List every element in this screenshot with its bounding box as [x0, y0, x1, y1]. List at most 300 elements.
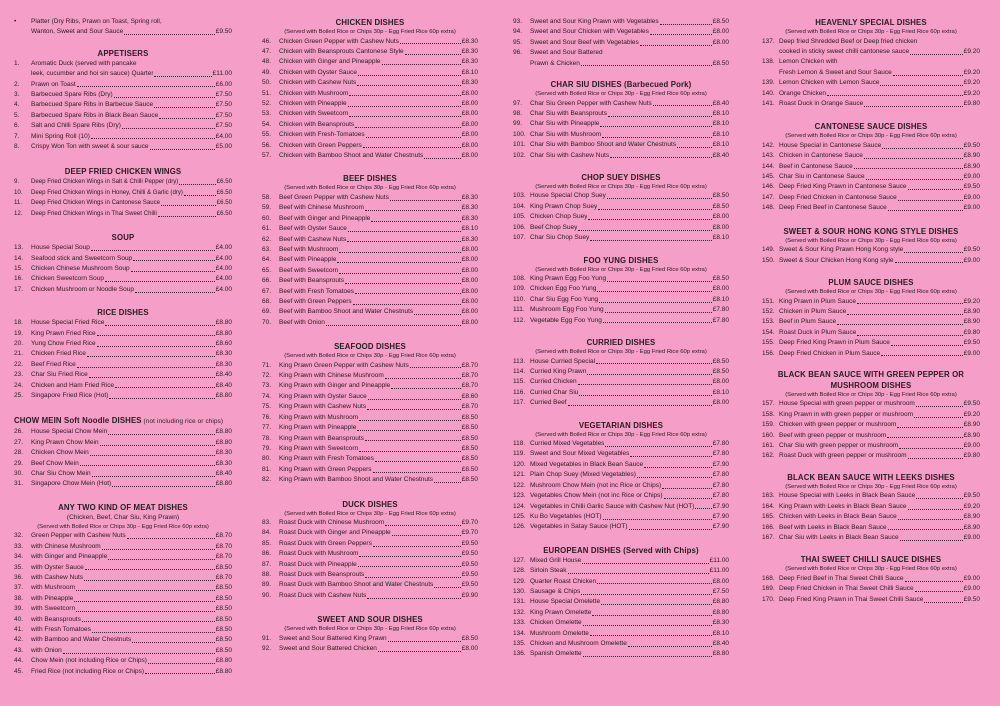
- item-price: £7.80: [712, 492, 729, 500]
- item-number: 61.: [262, 225, 272, 233]
- leader-dots: [597, 577, 712, 585]
- item-price: £8.90: [963, 431, 980, 439]
- item-number: 109.: [513, 285, 526, 293]
- leader-dots: [410, 361, 461, 369]
- item-price: £7.90: [712, 523, 729, 531]
- item-name: Beef in Plum Sauce: [779, 318, 837, 326]
- section-title: [14, 415, 232, 427]
- item-price: £9.20: [963, 502, 980, 510]
- leader-dots: [898, 512, 963, 520]
- item-name: Char Siu with Leeks in Black Bean Sauce: [779, 534, 899, 541]
- item-price: £7.80: [712, 440, 729, 448]
- section-title: [762, 121, 980, 132]
- item-number: 115.: [513, 378, 526, 386]
- item-number: 157.: [762, 400, 775, 408]
- menu-item: [262, 130, 478, 140]
- item-price: £8.00: [461, 318, 478, 326]
- item-price: £8.10: [712, 388, 729, 396]
- section-title-text: CHICKEN DISHES: [335, 18, 405, 27]
- intro-items: [14, 17, 232, 38]
- item-number: 89.: [262, 581, 272, 589]
- item-price: £7.80: [712, 450, 729, 458]
- item-price: £9.20: [963, 47, 980, 55]
- item-name: King Prawn Green Pepper with Cashew Nuts: [279, 361, 409, 369]
- menu-item: [762, 349, 980, 359]
- leader-dots: [628, 639, 712, 647]
- item-price: £8.00: [461, 245, 478, 253]
- item-price: £6.50: [216, 199, 232, 207]
- menu-item: [762, 99, 980, 109]
- leader-dots: [122, 121, 215, 129]
- item-name: King Prawn with Oyster Sauce: [279, 392, 367, 400]
- menu-section: [14, 502, 232, 677]
- item-price: £7.50: [215, 101, 232, 109]
- leader-dots: [592, 608, 711, 616]
- menu-section: [513, 420, 729, 533]
- leader-dots: [100, 438, 215, 446]
- menu-item: [262, 560, 478, 570]
- leader-dots: [568, 398, 712, 406]
- item-name: Crispy Won Ton with sweet & sour sauce: [31, 143, 149, 151]
- item-price: £8.80: [215, 438, 232, 446]
- item-price: £9.50: [963, 400, 980, 408]
- item-name: Chicken with Green Peppers: [279, 141, 362, 149]
- leader-dots: [375, 454, 461, 462]
- leader-dots: [891, 338, 963, 346]
- leader-dots: [854, 162, 963, 170]
- menu-item: [262, 235, 478, 245]
- item-number: 52.: [262, 99, 272, 107]
- item-number: 47.: [262, 47, 272, 55]
- item-number: 100.: [513, 130, 526, 138]
- menu-item: [513, 388, 729, 398]
- item-price: £8.00: [461, 308, 478, 316]
- leader-dots: [434, 475, 461, 483]
- item-price: £7.80: [712, 481, 729, 489]
- item-name: Beef with Beansprouts: [279, 277, 345, 285]
- item-price: £8.50: [461, 434, 478, 442]
- leader-dots: [582, 556, 708, 564]
- menu-item: [762, 57, 980, 67]
- menu-item: [14, 459, 232, 469]
- section-title-text: APPETISERS: [97, 48, 149, 58]
- leader-dots: [63, 646, 215, 654]
- item-name: Ku Bo Vegetables (HOT): [530, 512, 602, 520]
- item-price: £4.00: [215, 264, 232, 272]
- item-number: 91.: [262, 634, 272, 642]
- leader-dots: [108, 427, 214, 435]
- menu-item: [14, 188, 232, 198]
- item-number: 8.: [14, 143, 20, 151]
- menu-item: [762, 162, 980, 172]
- leader-dots: [424, 151, 460, 159]
- leader-dots: [87, 349, 215, 357]
- menu-item: [762, 172, 980, 182]
- item-price: £8.70: [215, 532, 232, 540]
- leader-dots: [603, 316, 712, 324]
- menu-section: [14, 48, 232, 153]
- leader-dots: [365, 203, 461, 211]
- item-number: 82.: [262, 476, 272, 484]
- item-name: cooked in sticky sweet chilli cantonese sauce: [779, 47, 910, 55]
- item-name: Curried Beef: [530, 399, 567, 407]
- leader-dots: [388, 634, 461, 642]
- leader-dots: [895, 256, 963, 264]
- item-price: £8.00: [461, 151, 478, 159]
- menu-item: [513, 512, 729, 522]
- item-price: £5.00: [215, 143, 232, 151]
- menu-item: [762, 68, 980, 78]
- item-number: 158.: [762, 410, 775, 418]
- menu-item: [262, 371, 478, 381]
- item-number: 128.: [513, 567, 526, 575]
- item-name: Beef Chow Mein: [31, 459, 79, 467]
- menu-item: [262, 423, 478, 433]
- item-number: 12.: [14, 209, 23, 217]
- item-name: Sweet and Sour Battered: [530, 49, 603, 57]
- menu-item: [513, 130, 729, 140]
- leader-dots: [355, 120, 461, 128]
- item-price: £8.60: [215, 339, 232, 347]
- item-price: £8.50: [461, 476, 478, 484]
- item-number: 11.: [14, 199, 23, 207]
- menu-item: [14, 583, 232, 593]
- section-title: [762, 472, 980, 483]
- item-price: £8.90: [963, 152, 980, 160]
- item-price: £8.50: [215, 563, 232, 571]
- leader-dots: [596, 357, 712, 365]
- leader-dots: [357, 78, 460, 86]
- item-name: Char Siu Egg Foo Yung: [530, 295, 599, 303]
- leader-dots: [644, 460, 712, 468]
- item-number: 77.: [262, 424, 272, 432]
- leader-dots: [847, 307, 963, 315]
- item-number: 38.: [14, 594, 24, 602]
- section-title-text: PLUM SAUCE DISHES: [828, 278, 914, 287]
- item-name: Chicken Omelette: [530, 619, 582, 627]
- item-price: £9.80: [963, 328, 980, 336]
- leader-dots: [882, 141, 962, 149]
- item-price: £8.50: [712, 357, 729, 365]
- item-price: £6.00: [215, 80, 232, 88]
- menu-item: [762, 151, 980, 161]
- leader-dots: [888, 203, 963, 211]
- menu-item: [14, 615, 232, 625]
- leader-dots: [600, 119, 711, 127]
- item-price: £8.60: [461, 392, 478, 400]
- item-price: £8.00: [712, 285, 729, 293]
- menu-item: [762, 512, 980, 522]
- menu-item: [14, 285, 232, 295]
- menu-section: [14, 415, 232, 489]
- item-number: 13.: [14, 244, 24, 252]
- leader-dots: [347, 235, 461, 243]
- section-title: [513, 172, 729, 183]
- menu-item: [513, 59, 729, 69]
- leader-dots: [74, 594, 214, 602]
- item-price: £8.00: [712, 213, 729, 221]
- item-number: 62.: [262, 235, 272, 243]
- section-note: (Served with Boiled Rice or Chips 30p - Egg Fried Rice 60p extra): [785, 237, 957, 244]
- item-name: Curried Mixed Vegetables: [530, 440, 605, 448]
- menu-item: [14, 531, 232, 541]
- item-name: King Prawn with Fresh Tomatoes: [279, 455, 374, 463]
- menu-item: [513, 502, 729, 512]
- item-price: £6.50: [216, 178, 232, 186]
- menu-item: [14, 391, 232, 401]
- leader-dots: [373, 539, 461, 547]
- item-number: 53.: [262, 110, 272, 118]
- leader-dots: [363, 141, 461, 149]
- item-price: £9.00: [963, 442, 980, 450]
- leader-dots: [89, 370, 215, 378]
- item-price: £8.00: [461, 277, 478, 285]
- menu-section: [762, 226, 980, 266]
- item-name: Sweet and Sour King Prawn with Vegetables: [530, 18, 659, 25]
- item-name: King Prawn with Beansprouts: [279, 434, 364, 442]
- menu-item: [14, 427, 232, 437]
- leader-dots: [583, 649, 712, 657]
- item-name: Roast Duck with Ginger and Pineapple: [279, 529, 391, 537]
- menu-item: [513, 577, 729, 587]
- section-title: [14, 48, 232, 59]
- item-number: 96.: [513, 49, 523, 57]
- menu-item: [513, 357, 729, 367]
- leader-dots: [131, 264, 215, 272]
- item-number: 131.: [513, 598, 526, 606]
- menu-item: [762, 451, 980, 461]
- section-note: (Served with Boiled Rice or Chips 30p - Egg Fried Rice 60p extra): [535, 431, 707, 438]
- item-price: £9.00: [963, 585, 980, 593]
- item-number: 1.: [14, 59, 20, 67]
- leader-dots: [82, 615, 215, 623]
- item-name: Deep Fried King Prawn in Thai Sweet Chilli Sauce: [779, 595, 924, 603]
- item-name: Chicken and Mushroom Omelette: [530, 639, 627, 647]
- item-name: Deep Fried Chicken in Plum Sauce: [779, 349, 881, 357]
- menu-column-3: [513, 0, 729, 706]
- item-number: 165.: [762, 513, 775, 521]
- item-price: £9.50: [963, 339, 980, 347]
- menu-item: [513, 151, 729, 161]
- item-name: Sweet and Sour Beef with Vegetables: [530, 38, 639, 46]
- item-price: £8.10: [712, 109, 729, 117]
- menu-item: [762, 256, 980, 266]
- item-number: 122.: [513, 481, 526, 489]
- item-name: Roast Duck with Bamboo Shoot and Water Chestnuts: [279, 581, 434, 589]
- item-name: House Special Chow Mein: [31, 428, 108, 436]
- menu-item: [762, 491, 980, 501]
- item-price: £8.50: [215, 584, 232, 592]
- item-number: 5.: [14, 111, 20, 119]
- item-number: 87.: [262, 560, 272, 568]
- menu-item: [762, 410, 980, 420]
- menu-item: [262, 297, 478, 307]
- item-name: Beef in Cantonese Sauce: [779, 162, 853, 170]
- item-name: King Prawn Chow Mein: [31, 438, 99, 446]
- item-name: Sweet and Sour Chicken with Vegetables: [530, 28, 649, 36]
- item-name: Beef with Sweetcorn: [279, 266, 339, 274]
- item-name: Prawn & Chicken: [530, 59, 580, 67]
- item-price: £8.70: [461, 361, 478, 369]
- item-number: 130.: [513, 587, 526, 595]
- item-name: Fried Rice (not including Rice or Chips): [31, 667, 145, 675]
- menu-item: [513, 398, 729, 408]
- leader-dots: [866, 172, 963, 180]
- item-number: [762, 68, 779, 78]
- item-price: £8.10: [461, 225, 478, 233]
- menu-item: [513, 367, 729, 377]
- item-number: 33.: [14, 542, 24, 550]
- item-name: Chicken Chop Suey: [530, 213, 588, 221]
- item-name: Chicken Egg Foo Yung: [530, 285, 597, 293]
- item-number: 113.: [513, 357, 526, 365]
- leader-dots: [80, 459, 215, 467]
- item-number: 49.: [262, 68, 272, 76]
- menu-item: [14, 90, 232, 100]
- item-number: 116.: [513, 388, 526, 396]
- menu-item: [513, 649, 729, 659]
- menu-item: [14, 209, 232, 219]
- item-name: Deep fried Shredded Beef or Deep fried chicken: [779, 37, 918, 45]
- leader-dots: [588, 212, 711, 220]
- item-price: £8.30: [215, 360, 232, 368]
- section-title-text: THAI SWEET CHILLI SAUCE DISHES: [800, 555, 942, 565]
- leader-dots: [77, 80, 215, 88]
- item-name: Deep Fried Chicken in Cantonese Sauce: [779, 193, 897, 201]
- item-number: 63.: [262, 245, 272, 253]
- section-title: [762, 369, 980, 380]
- item-name: Beef with green pepper or mushroom: [779, 431, 887, 439]
- item-number: 30.: [14, 470, 24, 477]
- item-name: Mushroom Omelette: [530, 629, 589, 637]
- item-number: 58.: [262, 193, 272, 201]
- menu-item: [513, 449, 729, 459]
- leader-dots: [629, 522, 712, 530]
- item-name: Char Siu in Cantonese Sauce: [779, 173, 865, 181]
- menu-item: [14, 370, 232, 380]
- item-name: Mixed Vegetables in Black Bean Sauce: [530, 460, 644, 468]
- item-price: £8.00: [461, 645, 478, 653]
- item-price: £8.80: [215, 480, 232, 488]
- leader-dots: [184, 188, 216, 196]
- item-number: 69.: [262, 308, 272, 316]
- menu-item: [14, 274, 232, 284]
- section-title: [14, 166, 232, 177]
- item-name: Chicken in Cantonese Sauce: [779, 152, 863, 160]
- item-price: £8.70: [461, 403, 478, 411]
- leader-dots: [90, 448, 215, 456]
- section-title: [513, 337, 729, 348]
- menu-item: [262, 37, 478, 47]
- leader-dots: [91, 132, 215, 140]
- section-title-text: SWEET & SOUR HONG KONG STYLE DISHES: [783, 226, 959, 236]
- leader-dots: [601, 597, 712, 605]
- item-name: Orange Chicken: [779, 89, 826, 97]
- item-number: 79.: [262, 444, 272, 452]
- item-name: King Prawn with Green Peppers: [279, 465, 372, 473]
- item-number: 59.: [262, 204, 272, 212]
- item-number: 7.: [14, 132, 20, 140]
- item-price: £8.30: [461, 37, 478, 45]
- leader-dots: [348, 224, 461, 232]
- leader-dots: [603, 512, 712, 520]
- leader-dots: [910, 47, 963, 55]
- leader-dots: [84, 573, 215, 581]
- leader-dots: [339, 266, 460, 274]
- leader-dots: [568, 566, 709, 574]
- item-number: 152.: [762, 307, 775, 315]
- menu-item: [14, 360, 232, 370]
- menu-item: [14, 243, 232, 253]
- leader-dots: [132, 635, 215, 643]
- leader-dots: [630, 449, 711, 457]
- menu-item: [14, 264, 232, 274]
- menu-item: [14, 132, 232, 142]
- item-price: £8.70: [215, 573, 232, 581]
- menu-item: [262, 454, 478, 464]
- item-name: Sweet & Sour Chicken Hong Kong style: [779, 256, 894, 264]
- leader-dots: [908, 182, 963, 190]
- leader-dots: [348, 99, 461, 107]
- item-price: £9.50: [963, 595, 980, 603]
- section-title-text: HEAVENLY SPECIAL DISHES: [815, 18, 927, 27]
- item-number: 106.: [513, 223, 526, 231]
- leader-dots: [893, 68, 963, 76]
- menu-item: [262, 634, 478, 644]
- menu-section: [762, 554, 980, 605]
- menu-item: [513, 470, 729, 480]
- item-number: 40.: [14, 615, 24, 623]
- item-number: 105.: [513, 213, 526, 221]
- item-number: 60.: [262, 214, 272, 222]
- section-title-text: BEEF DISHES: [343, 174, 397, 184]
- item-name: Chicken with Cashew Nuts: [279, 79, 357, 87]
- item-name: Lemon Chicken with Lemon Sauce: [779, 79, 880, 87]
- item-number: 65.: [262, 266, 272, 274]
- item-name: Plain Chop Suey (Mixed Vegetables): [530, 471, 636, 479]
- menu-item: [262, 47, 478, 57]
- menu-item: [513, 274, 729, 284]
- menu-item: [513, 597, 729, 607]
- leader-dots: [378, 644, 461, 652]
- menu-item: [513, 119, 729, 129]
- item-name: House Special with Leeks in Black Bean Sauce: [779, 492, 916, 500]
- item-number: 142.: [762, 141, 775, 149]
- menu-item: [262, 224, 478, 234]
- leader-dots: [112, 479, 215, 487]
- item-name: Yung Chow Fried Rice: [31, 339, 96, 347]
- menu-item: [14, 448, 232, 458]
- item-price: £8.90: [963, 513, 980, 521]
- menu-item: [762, 47, 980, 57]
- item-number: 17.: [14, 285, 24, 293]
- menu-item: [762, 595, 980, 605]
- section-title-text: CURRIED DISHES: [586, 338, 656, 348]
- item-number: 3.: [14, 91, 20, 99]
- menu-item: [513, 629, 729, 639]
- leader-dots: [887, 431, 962, 439]
- leader-dots: [864, 99, 963, 107]
- item-price: £7.50: [215, 122, 232, 130]
- menu-item: [513, 556, 729, 566]
- item-number: 140.: [762, 89, 775, 97]
- item-name: House Special Chop Suey: [530, 192, 606, 200]
- item-number: 56.: [262, 141, 272, 149]
- leader-dots: [92, 469, 215, 477]
- leader-dots: [598, 202, 712, 210]
- item-name: Chicken Chow Mein: [31, 449, 89, 457]
- item-name: with Bamboo and Water Chestnuts: [31, 636, 132, 644]
